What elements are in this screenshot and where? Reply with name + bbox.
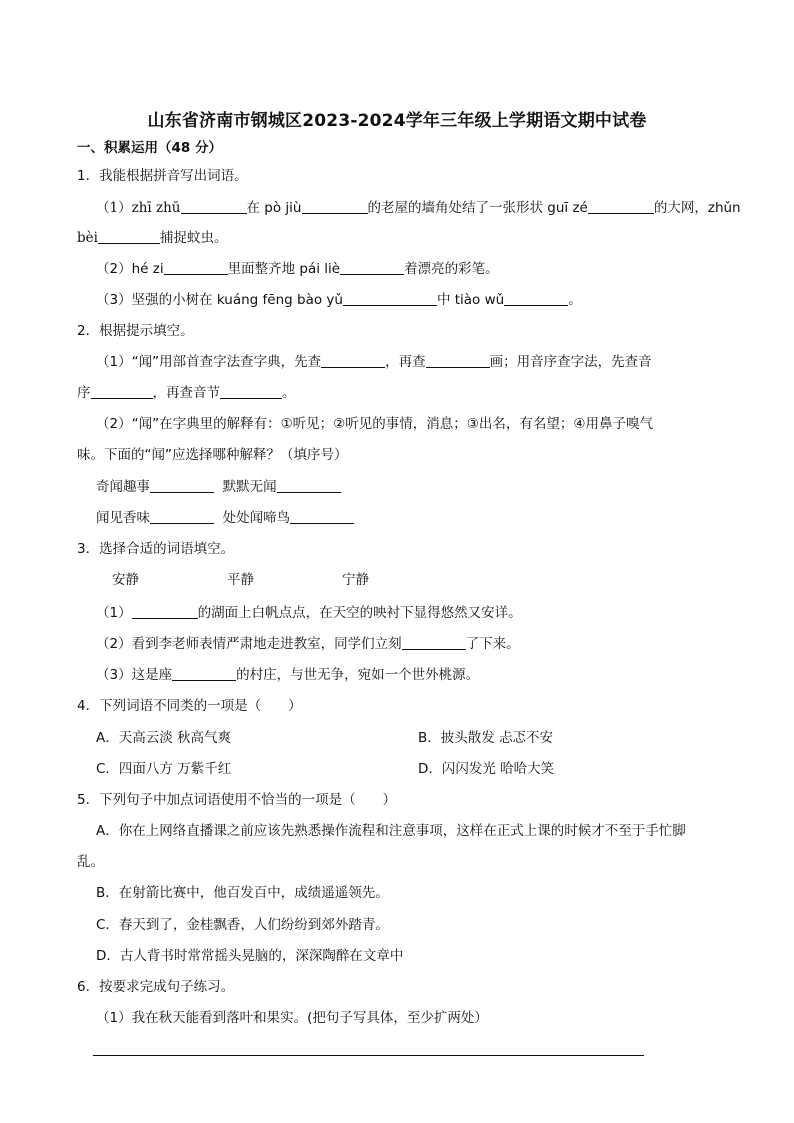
question-1-stem: 1．我能根据拼音写出词语。 — [77, 168, 248, 184]
answer-blank[interactable] — [426, 353, 490, 368]
answer-blank[interactable] — [164, 260, 228, 275]
answer-blank[interactable] — [91, 384, 153, 399]
q1-text: （1）zhī zhū — [96, 200, 181, 216]
question-2-line-4: 味。下面的“闻”应选择哪种解释？（填序号） — [77, 447, 348, 463]
question-1-line-3 — [96, 259, 499, 279]
q2-text: 。 — [282, 385, 296, 401]
answer-blank[interactable] — [321, 353, 385, 368]
option-b[interactable]: B．在射箭比赛中，他百发百中，成绩遥遥领先。 — [96, 885, 389, 901]
question-1-line-4 — [96, 290, 582, 310]
q3-text: 了下来。 — [465, 636, 520, 652]
q3-text: （2）看到李老师表情严肃地走进教室，同学们立刻 — [96, 636, 402, 652]
word: 处处闻啼鸟 — [222, 510, 291, 526]
question-1-line-1 — [96, 198, 741, 218]
question-6-sentence-1: （1）我在秋天能看到落叶和果实。(把句子写具体，至少扩两处） — [96, 1010, 488, 1026]
answer-blank[interactable] — [402, 635, 466, 650]
q3-text: 的村庄，与世无争，宛如一个世外桃源。 — [236, 667, 480, 683]
option-c[interactable]: C．四面八方 万紫千红 — [96, 761, 232, 777]
question-2-line-3: （2）“闻”在字典里的解释有：①听见；②听见的事情，消息；③出名，有名望；④用鼻子嗅气 — [96, 416, 653, 432]
q1-text: 。 — [568, 292, 582, 308]
option-d[interactable]: D．闪闪发光 哈哈大笑 — [418, 761, 555, 777]
q1-text: 中 tiào wǔ — [436, 292, 505, 308]
word: 默默无闻 — [222, 479, 277, 495]
question-3-sentence-2 — [96, 634, 520, 654]
option-b[interactable]: B．披头散发 忐忑不安 — [418, 730, 554, 746]
question-6-stem: 6．按要求完成句子练习。 — [77, 979, 235, 995]
answer-blank[interactable] — [181, 199, 247, 214]
q1-text: 的大网，zhǔn — [653, 200, 741, 216]
word: 闻见香味 — [96, 510, 150, 526]
q2-text: ，再查 — [385, 354, 426, 370]
q3-text: （3）这是座 — [96, 667, 173, 683]
q1-text: 里面整齐地 pái liè — [227, 261, 341, 277]
q1-text: 在 pò jiù — [246, 200, 302, 216]
answer-blank[interactable] — [302, 199, 368, 214]
question-3-stem: 3．选择合适的词语填空。 — [77, 541, 235, 557]
answer-blank[interactable] — [588, 199, 654, 214]
answer-blank[interactable] — [340, 260, 404, 275]
q2-text: 序 — [77, 385, 91, 401]
q1-text: bèi — [77, 230, 98, 246]
question-5-stem: 5．下列句子中加点词语使用不恰当的一项是（ ） — [77, 792, 397, 808]
answer-blank[interactable] — [132, 604, 198, 619]
q2-text: （1）“闻”用部首查字法查字典，先查 — [96, 354, 322, 370]
answer-blank[interactable] — [98, 229, 160, 244]
answer-blank[interactable] — [343, 291, 437, 306]
question-2-words-row-1 — [96, 477, 341, 497]
word: 奇闻趣事 — [96, 479, 150, 495]
answer-blank[interactable] — [172, 666, 236, 681]
question-3-sentence-1 — [96, 603, 522, 623]
answer-blank[interactable] — [150, 478, 214, 493]
question-2-words-row-2 — [96, 508, 354, 528]
option-a[interactable]: A．你在上网络直播课之前应该先熟悉操作流程和注意事项，这样在正式上课的时候才不至于手忙脚 — [96, 823, 686, 839]
q1-text: 着漂亮的彩笔。 — [404, 261, 499, 277]
question-2-line-2 — [77, 383, 296, 403]
option-c[interactable]: C．春天到了，金桂飘香，人们纷纷到郊外踏青。 — [96, 917, 389, 933]
section-heading: 一、积累运用（48 分） — [77, 140, 222, 156]
option-a[interactable]: A．天高云淡 秋高气爽 — [96, 730, 232, 746]
q2-text: 画；用音序查字法，先查音 — [489, 354, 652, 370]
q1-text: （2）hé zi — [96, 261, 164, 277]
option-a-continued: 乱。 — [77, 854, 104, 870]
answer-blank[interactable] — [220, 384, 282, 399]
q3-text: 的湖面上白帆点点，在天空的映衬下显得悠然又安详。 — [197, 605, 522, 621]
question-1-line-2 — [77, 228, 227, 248]
question-2-line-1 — [96, 352, 652, 372]
question-2-stem: 2．根据提示填空。 — [77, 323, 194, 339]
option-d[interactable]: D．古人背书时常常摇头晃脑的，深深陶醉在文章中 — [96, 948, 404, 964]
question-3-sentence-3 — [96, 665, 479, 685]
answer-blank[interactable] — [504, 291, 568, 306]
q3-text: （1） — [96, 605, 132, 621]
q1-text: 的老屋的墙角处结了一张形状 guī zé — [367, 200, 588, 216]
answer-line[interactable] — [93, 1055, 644, 1056]
answer-blank[interactable] — [277, 478, 341, 493]
answer-blank[interactable] — [290, 509, 354, 524]
q1-text: （3）坚强的小树在 kuáng fēng bào yǔ — [96, 292, 343, 308]
question-4-stem: 4．下列词语不同类的一项是（ ） — [77, 698, 302, 714]
q1-text: 捕捉蚊虫。 — [159, 230, 228, 246]
word-option-3: 宁静 — [342, 572, 369, 588]
word-option-2: 平静 — [227, 572, 254, 588]
page-title: 山东省济南市钢城区2023-2024学年三年级上学期语文期中试卷 — [147, 111, 647, 131]
q2-text: ，再查音节 — [152, 385, 220, 401]
word-option-1: 安静 — [112, 572, 139, 588]
answer-blank[interactable] — [150, 509, 214, 524]
